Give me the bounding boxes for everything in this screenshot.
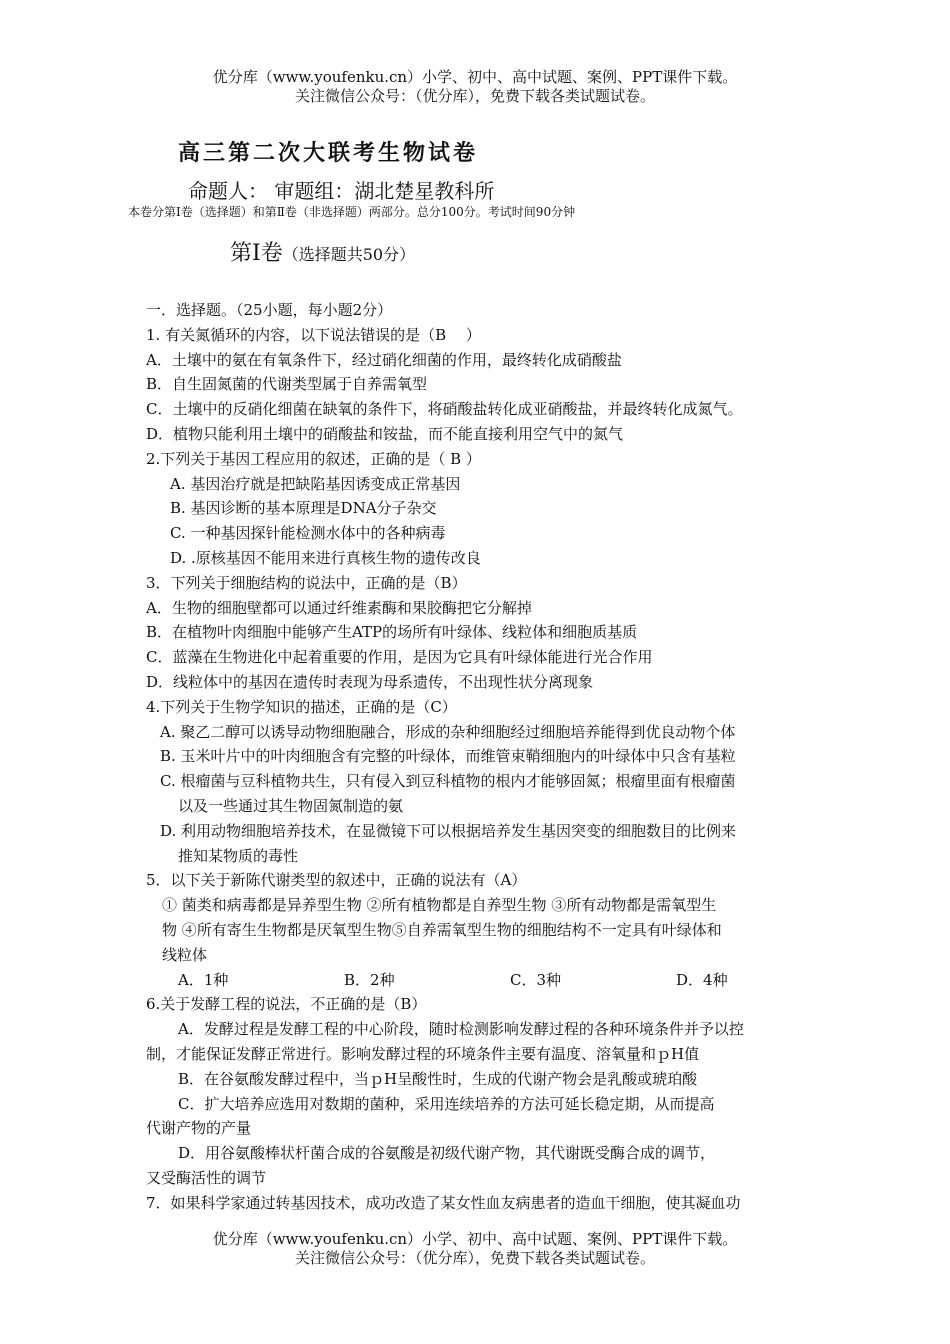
q5-statements-2: 物 ④所有寄生生物都是厌氧型生物⑤自养需氧型生物的细胞结构不一定具有叶绿体和 bbox=[162, 920, 722, 939]
page-footer bbox=[0, 1230, 950, 1268]
q3-option-d: D．线粒体中的基因在遗传时表现为母系遗传，不出现性状分离现象 bbox=[146, 672, 594, 691]
q1-option-d: D．植物只能利用土壤中的硝酸盐和铵盐，而不能直接利用空气中的氮气 bbox=[146, 424, 624, 443]
q4-option-d-cont: 推知某物质的毒性 bbox=[178, 846, 299, 865]
q5-option-d: D．4种 bbox=[676, 970, 728, 989]
q4-option-c: C. 根瘤菌与豆科植物共生，只有侵入到豆科植物的根内才能够固氮；根瘤里面有根瘤菌 bbox=[160, 772, 736, 791]
q2-option-b: B. 基因诊断的基本原理是DNA分子杂交 bbox=[170, 499, 437, 518]
q1-stem: 1. 有关氮循环的内容，以下说法错误的是（B ） bbox=[146, 325, 481, 344]
q6-option-a-cont: 制，才能保证发酵正常进行。影响发酵过程的环境条件主要有温度、溶氧量和ｐH值 bbox=[146, 1044, 700, 1063]
section-sub: （选择题共50分） bbox=[282, 245, 416, 264]
part-heading: 一．选择题。（25小题，每小题2分） bbox=[146, 301, 393, 319]
q5-stem: 5．以下关于新陈代谢类型的叙述中，正确的说法有（A） bbox=[146, 871, 527, 890]
q1-option-b: B．自生固氮菌的代谢类型属于自养需氧型 bbox=[146, 375, 428, 394]
q5-option-b: B．2种 bbox=[344, 970, 395, 989]
footer-line-2: 关注微信公众号：（优分库），免费下载各类试题试卷。 bbox=[294, 1249, 655, 1267]
q4-option-b: B. 玉米叶片中的叶肉细胞含有完整的叶绿体，而维管束鞘细胞内的叶绿体中只含有基粒 bbox=[160, 747, 736, 766]
header-line-2: 关注微信公众号：（优分库），免费下载各类试题试卷。 bbox=[294, 87, 655, 105]
exam-authors: 命题人： 审题组：湖北楚星教科所 bbox=[188, 179, 495, 203]
q5-options bbox=[146, 968, 826, 993]
q2-stem: 2.下列关于基因工程应用的叙述，正确的是（ B ） bbox=[146, 449, 481, 468]
q5-option-a: A．1种 bbox=[178, 970, 229, 989]
q3-option-a: A．生物的细胞壁都可以通过纤维素酶和果胶酶把它分解掉 bbox=[146, 598, 532, 617]
q6-option-d-cont: 又受酶活性的调节 bbox=[146, 1168, 267, 1187]
q3-option-c: C．蓝藻在生物进化中起着重要的作用，是因为它具有叶绿体能进行光合作用 bbox=[146, 648, 653, 667]
q5-option-c: C．3种 bbox=[510, 970, 562, 989]
q6-option-d: D．用谷氨酸棒状杆菌合成的谷氨酸是初级代谢产物，其代谢既受酶合成的调节， bbox=[178, 1144, 716, 1163]
q4-option-a: A. 聚乙二醇可以诱导动物细胞融合，形成的杂种细胞经过细胞培养能得到优良动物个体 bbox=[160, 722, 736, 741]
q1-option-c: C．土壤中的反硝化细菌在缺氧的条件下，将硝酸盐转化成亚硝酸盐，并最终转化成氮气。 bbox=[146, 400, 743, 419]
q6-option-c-cont: 代谢产物的产量 bbox=[146, 1119, 252, 1138]
exam-intro: 本卷分第Ⅰ卷（选择题）和第Ⅱ卷（非选择题）两部分。总分100分。考试时间90分钟 bbox=[128, 205, 576, 219]
q6-stem: 6.关于发酵工程的说法，不正确的是（B） bbox=[146, 995, 427, 1014]
q6-option-b: B．在谷氨酸发酵过程中，当ｐH呈酸性时，生成的代谢产物会是乳酸或琥珀酸 bbox=[178, 1069, 698, 1088]
q6-option-a: A．发酵过程是发酵工程的中心阶段，随时检测影响发酵过程的各种环境条件并予以控 bbox=[178, 1020, 744, 1039]
q7-stem: 7．如果科学家通过转基因技术，成功改造了某女性血友病患者的造血干细胞，使其凝血功 bbox=[146, 1193, 741, 1212]
q1-option-a: A．土壤中的氨在有氧条件下，经过硝化细菌的作用，最终转化成硝酸盐 bbox=[146, 350, 622, 369]
q3-option-b: B．在植物叶肉细胞中能够产生ATP的场所有叶绿体、线粒体和细胞质基质 bbox=[146, 623, 638, 642]
page-header bbox=[0, 68, 950, 106]
q3-stem: 3．下列关于细胞结构的说法中，正确的是（B） bbox=[146, 573, 467, 592]
header-line-1: 优分库（www.youfenku.cn）小学、初中、高中试题、案例、PPT课件下载。 bbox=[212, 68, 738, 86]
q5-statements-1: ① 菌类和病毒都是异养型生物 ②所有植物都是自养型生物 ③所有动物都是需氧型生 bbox=[162, 896, 717, 915]
q5-statements-3: 线粒体 bbox=[162, 945, 208, 964]
q4-option-d: D. 利用动物细胞培养技术，在显微镜下可以根据培养发生基因突变的细胞数目的比例来 bbox=[160, 821, 737, 840]
q2-option-c: C. 一种基因探针能检测水体中的各种病毒 bbox=[170, 524, 446, 543]
q6-option-c: C．扩大培养应选用对数期的菌种，采用连续培养的方法可延长稳定期，从而提高 bbox=[178, 1094, 715, 1113]
section-main: 第Ⅰ卷 bbox=[230, 241, 283, 266]
q2-option-d: D. .原核基因不能用来进行真核生物的遗传改良 bbox=[170, 548, 481, 567]
exam-title: 高三第二次大联考生物试卷 bbox=[178, 140, 479, 166]
q4-stem: 4.下列关于生物学知识的描述，正确的是（C） bbox=[146, 697, 457, 716]
q4-option-c-cont: 以及一些通过其生物固氮制造的氨 bbox=[178, 796, 404, 815]
question-body bbox=[146, 298, 826, 1215]
q2-option-a: A. 基因治疗就是把缺陷基因诱变成正常基因 bbox=[170, 474, 461, 493]
footer-line-1: 优分库（www.youfenku.cn）小学、初中、高中试题、案例、PPT课件下载。 bbox=[212, 1230, 738, 1248]
section-heading bbox=[230, 236, 415, 267]
